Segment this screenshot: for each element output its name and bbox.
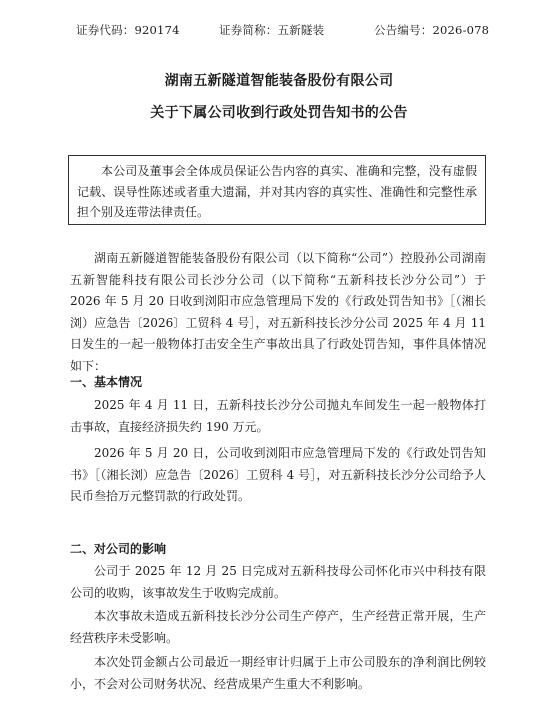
- section-heading-basic-info: 一、基本情况: [70, 375, 143, 389]
- board-guarantee-notice: 本公司及董事会全体成员保证公告内容的真实、准确和完整，没有虚假记载、误导性陈述或者重大遗漏，并对其内容的真实性、准确性和完整性承担个别及连带法律责任。: [68, 155, 486, 225]
- notice-number: 公告编号：2026-078: [374, 23, 490, 37]
- impact-paragraph-2: 本次事故未造成五新科技长沙分公司生产停产，生产经营正常开展，生产经营秩序未受影响。: [70, 609, 486, 645]
- intro-paragraph: 湖南五新隧道智能装备股份有限公司（以下简称“公司”）控股孙公司湖南五新智能科技有限公司长沙分公司（以下简称“五新科技长沙分公司”）于 2026 年 5 月 20 日收到浏阳市应急管理局下发的《行政处罚告知书》［（湘长浏）应急告〔2026〕工贸科 4 号］，对五新科技长沙分公司 2025 年 4 月 11 日发生的一起一般物体打击安全生产事故出具了行政处罚告知，事件具体情况如下：: [70, 251, 486, 373]
- stock-name: 证券简称：五新隧装: [219, 23, 325, 37]
- document-title: 关于下属公司收到行政处罚告知书的公告: [150, 105, 408, 121]
- impact-paragraph-1: 公司于 2025 年 12 月 25 日完成对五新科技母公司怀化市兴中科技有限公司的收购，该事故发生于收购完成前。: [70, 564, 486, 600]
- impact-paragraph-3: 本次处罚金额占公司最近一期经审计归属于上市公司股东的净利润比例较小，不会对公司财务状况、经营成果产生重大不利影响。: [70, 655, 486, 691]
- stock-code: 证券代码：920174: [76, 23, 180, 37]
- company-title: 湖南五新隧道智能装备股份有限公司: [164, 73, 394, 89]
- basic-info-paragraph-1: 2025 年 4 月 11 日，五新科技长沙分公司抛丸车间发生一起一般物体打击事故，直接经济损失约 190 万元。: [70, 398, 486, 434]
- section-heading-impact: 二、对公司的影响: [70, 542, 167, 556]
- basic-info-paragraph-2: 2026 年 5 月 20 日，公司收到浏阳市应急管理局下发的《行政处罚告知书》［（湘长浏）应急告〔2026〕工贸科 4 号］，对五新科技长沙分公司给予人民币叁拾万元整罚款的行政处罚。: [70, 446, 486, 503]
